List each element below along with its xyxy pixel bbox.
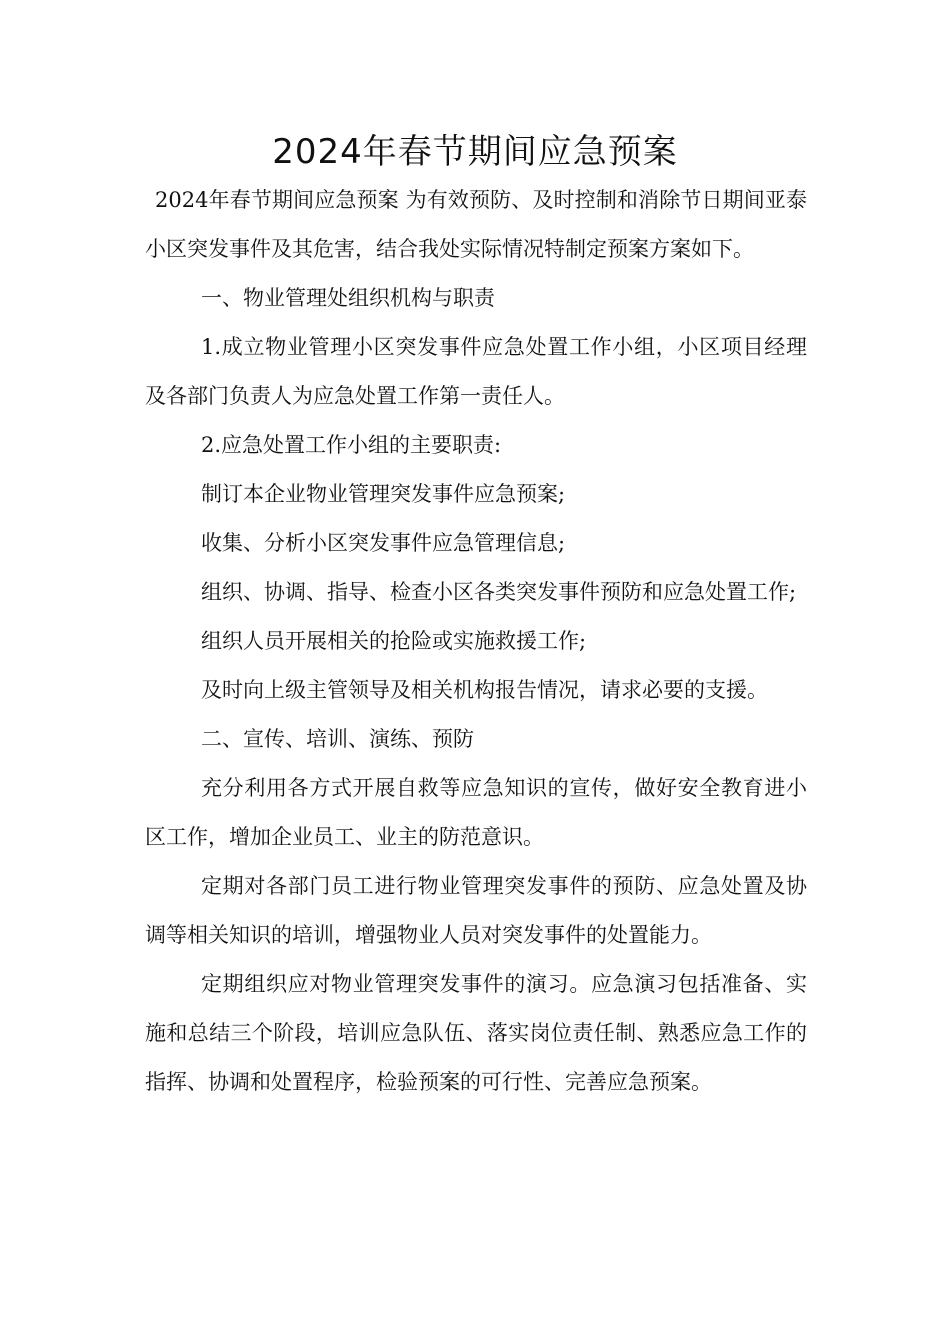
document-body bbox=[145, 176, 807, 1107]
section-heading-1: 一、物业管理处组织机构与职责 bbox=[201, 286, 495, 310]
body-paragraph: 定期对各部门员工进行物业管理突发事件的预防、应急处置及协调等相关知识的培训，增强物业人员对突发事件的处置能力。 bbox=[145, 874, 807, 947]
intro-paragraph: 2024年春节期间应急预案 为有效预防、及时控制和消除节日期间亚泰小区突发事件及其危害，结合我处实际情况特制定预案方案如下。 bbox=[145, 188, 807, 261]
body-paragraph: 定期组织应对物业管理突发事件的演习。应急演习包括准备、实施和总结三个阶段，培训应急队伍、落实岗位责任制、熟悉应急工作的指挥、协调和处置程序，检验预案的可行性、完善应急预案。 bbox=[145, 972, 807, 1094]
duty-item: 制订本企业物业管理突发事件应急预案; bbox=[201, 482, 566, 506]
paragraph-item-2: 2.应急处置工作小组的主要职责: bbox=[201, 433, 502, 457]
duty-item: 组织人员开展相关的抢险或实施救援工作; bbox=[201, 629, 587, 653]
duty-item: 组织、协调、指导、检查小区各类突发事件预防和应急处置工作; bbox=[201, 580, 797, 604]
duty-item: 收集、分析小区突发事件应急管理信息; bbox=[201, 531, 566, 555]
duty-item: 及时向上级主管领导及相关机构报告情况，请求必要的支援。 bbox=[201, 678, 768, 702]
paragraph-item-1: 1.成立物业管理小区突发事件应急处置工作小组，小区项目经理及各部门负责人为应急处置工作第一责任人。 bbox=[145, 335, 807, 408]
body-paragraph: 充分利用各方式开展自救等应急知识的宣传，做好安全教育进小区工作，增加企业员工、业主的防范意识。 bbox=[145, 776, 807, 849]
section-heading-2: 二、宣传、培训、演练、预防 bbox=[201, 727, 474, 751]
document-title: 2024年春节期间应急预案 bbox=[272, 132, 678, 172]
